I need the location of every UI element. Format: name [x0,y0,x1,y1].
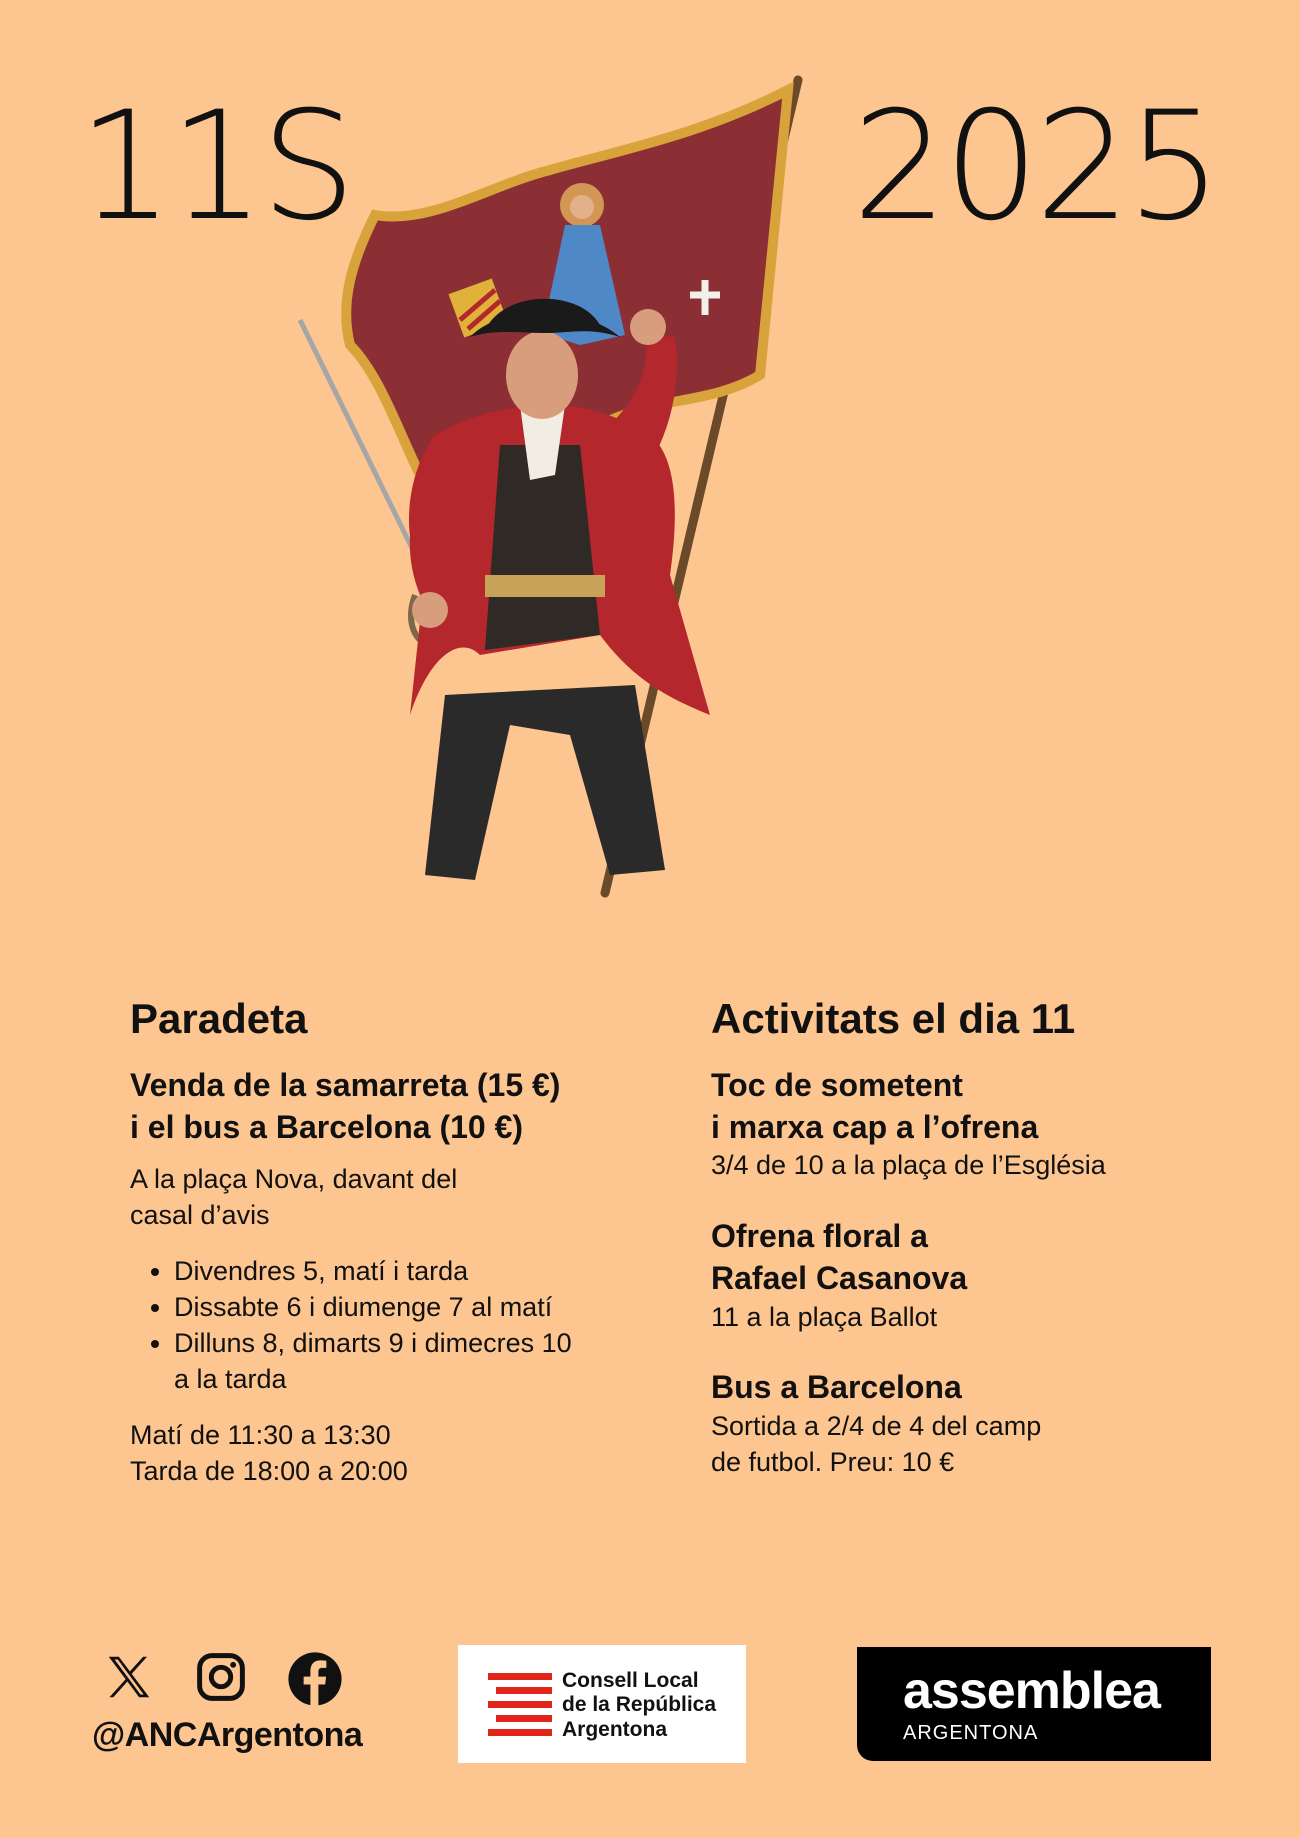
paradeta-days-list [130,1254,650,1398]
title-year: 2025 [852,80,1218,254]
paradeta-day-item: • Dilluns 8, dimarts 9 i dimecres 10 a la tarda [174,1326,594,1398]
activity-title [711,1065,1251,1148]
paradeta-day-item: • Dissabte 6 i diumenge 7 al matí [174,1290,650,1326]
paradeta-subheading-line2: i el bus a Barcelona (10 €) [130,1108,524,1145]
activitats-section [711,995,1251,1481]
consell-line2: de la República [562,1693,717,1717]
x-icon[interactable] [102,1650,156,1704]
instagram-icon[interactable] [194,1650,248,1704]
social-block [92,1650,362,1755]
soldier-illustration [280,75,820,945]
paradeta-hours [130,1418,650,1490]
assemblea-wordmark: assemblea [903,1662,1160,1720]
activity-title-line1: Ofrena floral a [711,1218,928,1255]
paradeta-hours-line2: Tarda de 18:00 a 20:00 [130,1455,408,1486]
paradeta-subheading-line1: Venda de la samarreta (15 €) [130,1067,561,1104]
title-11s: 11S [78,80,353,254]
consell-line3: Argentona [562,1717,667,1741]
activity-title-line2: Rafael Casanova [711,1259,968,1296]
consell-stripes-icon [488,1673,552,1737]
paradeta-heading: Paradeta [130,995,308,1042]
paradeta-location-line2: casal d’avis [130,1200,270,1231]
consell-text [562,1669,716,1742]
activity-detail-line2: de futbol. Preu: 10 € [711,1446,955,1477]
paradeta-day-item: • Divendres 5, matí i tarda [174,1254,650,1290]
activity-detail [711,1409,1251,1481]
activity-detail: 3/4 de 10 a la plaça de l’Església [711,1150,1106,1181]
paradeta-location [130,1162,650,1234]
activity-detail: 11 a la plaça Ballot [711,1301,938,1332]
activity-title-line1: Toc de sometent [711,1067,963,1104]
head [506,331,578,419]
paradeta-location-line1: A la plaça Nova, davant del [130,1164,458,1195]
facebook-icon[interactable] [286,1650,344,1708]
paradeta-hours-line1: Matí de 11:30 a 13:30 [130,1419,391,1450]
assemblea-logo [857,1647,1211,1761]
activity-title: Bus a Barcelona [711,1369,962,1406]
assemblea-sub: ARGENTONA [903,1722,1039,1744]
activitats-heading: Activitats el dia 11 [711,995,1076,1042]
legs [425,685,665,880]
consell-local-logo [458,1645,746,1763]
paradeta-subheading [130,1065,650,1148]
paradeta-section [130,995,650,1490]
activity-detail-line1: Sortida a 2/4 de 4 del camp [711,1411,1042,1442]
activity-title [711,1216,1251,1299]
consell-line1: Consell Local [562,1669,699,1692]
activity-title-line2: i marxa cap a l’ofrena [711,1108,1039,1145]
social-handle[interactable]: @ANCArgentona [92,1716,363,1754]
